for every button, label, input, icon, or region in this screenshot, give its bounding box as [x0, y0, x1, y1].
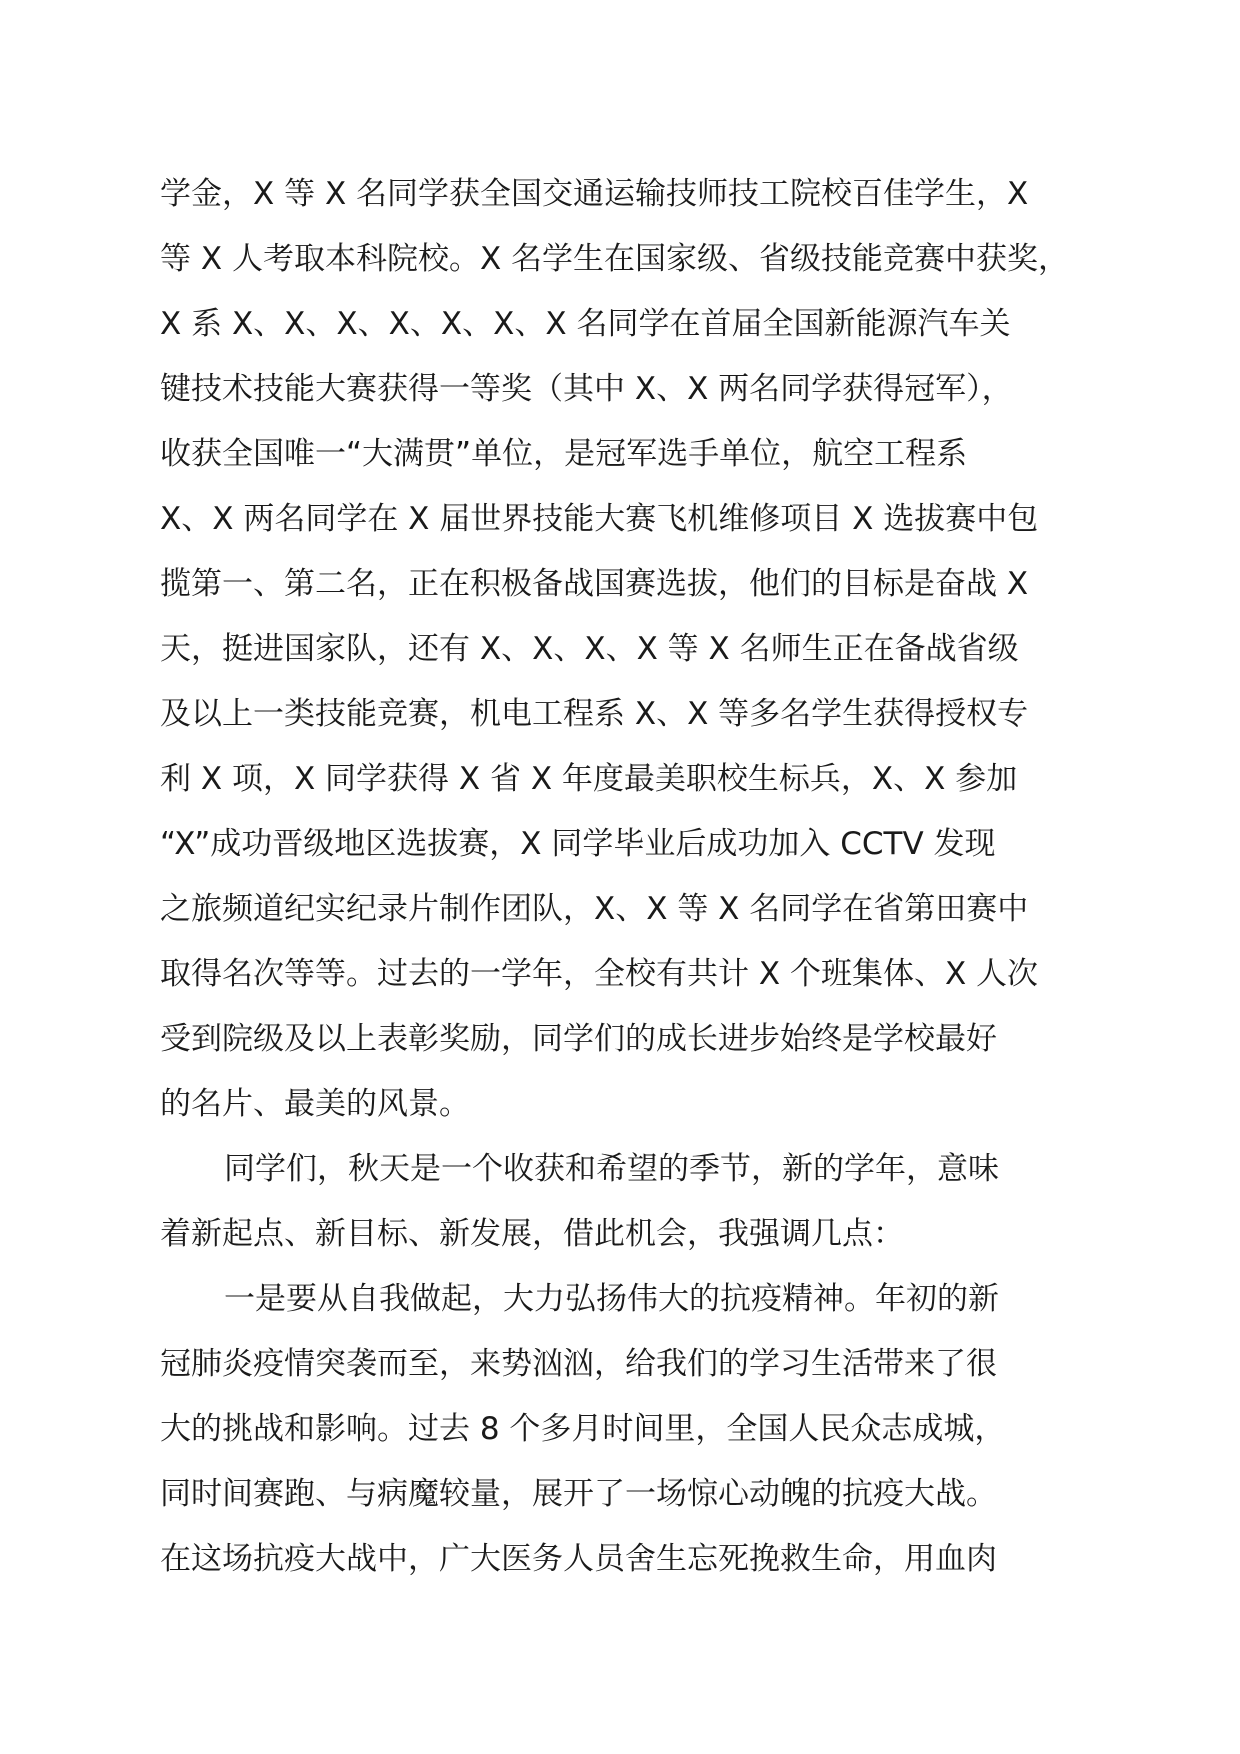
text-line: X、X 两名同学在 X 届世界技能大赛飞机维修项目 X 选拔赛中包: [160, 501, 1039, 537]
text-line: 的名片、最美的风景。: [160, 1086, 470, 1122]
text-line: 之旅频道纪实纪录片制作团队，X、X 等 X 名同学在省第田赛中: [160, 891, 1029, 927]
text-line: 受到院级及以上表彰奖励，同学们的成长进步始终是学校最好: [160, 1021, 997, 1057]
text-line: 冠肺炎疫情突袭而至，来势汹汹，给我们的学习生活带来了很: [160, 1346, 997, 1382]
text-line: 揽第一、第二名，正在积极备战国赛选拔，他们的目标是奋战 X: [160, 566, 1029, 602]
text-line: 等 X 人考取本科院校。X 名学生在国家级、省级技能竞赛中获奖，: [160, 241, 1070, 277]
text-line: 利 X 项，X 同学获得 X 省 X 年度最美职校生标兵，X、X 参加: [160, 761, 1018, 797]
text-line: 天，挺进国家队，还有 X、X、X、X 等 X 名师生正在备战省级: [160, 631, 1019, 667]
text-line: 大的挑战和影响。过去 8 个多月时间里，全国人民众志成城，: [160, 1411, 1006, 1447]
text-line: X 系 X、X、X、X、X、X、X 名同学在首届全国新能源汽车关: [160, 306, 1011, 342]
text-line: “X”成功晋级地区选拔赛，X 同学毕业后成功加入 CCTV 发现: [160, 826, 996, 862]
body-text: [160, 162, 1120, 1592]
paragraph-first-line: 一是要从自我做起，大力弘扬伟大的抗疫精神。年初的新: [224, 1281, 999, 1317]
text-line: 学金，X 等 X 名同学获全国交通运输技师技工院校百佳学生，X: [160, 176, 1029, 212]
paragraph-first-line: 同学们，秋天是一个收获和希望的季节，新的学年，意味: [224, 1151, 999, 1187]
text-line: 在这场抗疫大战中，广大医务人员舍生忘死挽救生命，用血肉: [160, 1541, 997, 1577]
text-line: 着新起点、新目标、新发展，借此机会，我强调几点：: [160, 1216, 904, 1252]
text-line: 取得名次等等。过去的一学年，全校有共计 X 个班集体、X 人次: [160, 956, 1039, 992]
text-line: 同时间赛跑、与病魔较量，展开了一场惊心动魄的抗疫大战。: [160, 1476, 997, 1512]
text-line: 及以上一类技能竞赛，机电工程系 X、X 等多名学生获得授权专: [160, 696, 1029, 732]
text-line: 键技术技能大赛获得一等奖（其中 X、X 两名同学获得冠军），: [160, 371, 1013, 407]
text-line: 收获全国唯一“大满贯”单位，是冠军选手单位，航空工程系: [160, 436, 968, 472]
